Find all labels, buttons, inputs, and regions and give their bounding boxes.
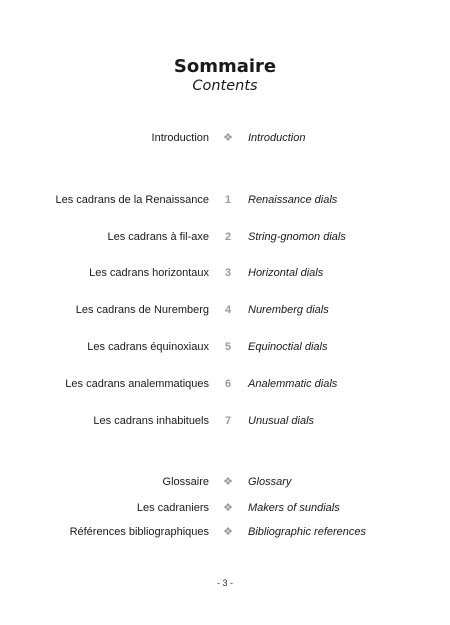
page-subtitle: Contents [192, 78, 258, 94]
toc-entry-french-title: Les cadrans inhabituels [93, 415, 209, 427]
toc-entry-chapter-4[interactable] [0, 302, 450, 318]
chapter-number: 5 [224, 341, 232, 353]
toc-entry-french-title: Introduction [151, 132, 209, 144]
toc-entry-english-title: Analemmatic dials [248, 378, 338, 390]
toc-entry-french-title: Glossaire [162, 476, 209, 488]
toc-entry-english-title: Renaissance dials [248, 194, 338, 206]
diamond-ornament-icon: ❖ [223, 132, 233, 144]
toc-entry-makers[interactable] [0, 500, 450, 516]
toc-entry-glossary[interactable] [0, 474, 450, 490]
toc-entry-english-title: Introduction [248, 132, 306, 144]
toc-entry-english-title: Glossary [248, 476, 292, 488]
toc-entry-english-title: Bibliographic references [248, 526, 367, 538]
chapter-number: 3 [224, 267, 232, 279]
toc-entry-chapter-2[interactable] [0, 229, 450, 245]
toc-entry-english-title: String-gnomon dials [248, 231, 346, 243]
toc-entry-chapter-3[interactable] [0, 265, 450, 281]
toc-entry-french-title: Les cadrans horizontaux [89, 267, 209, 279]
toc-entry-chapter-5[interactable] [0, 339, 450, 355]
diamond-ornament-icon: ❖ [223, 526, 233, 538]
toc-entry-chapter-1[interactable] [0, 192, 450, 208]
chapter-number: 6 [224, 378, 232, 390]
diamond-ornament-icon: ❖ [223, 502, 233, 514]
page-number: - 3 - [216, 578, 233, 588]
toc-entry-introduction[interactable] [0, 130, 450, 146]
toc-entry-french-title: Les cadrans analemmatiques [65, 378, 209, 390]
toc-entry-french-title: Les cadrans de la Renaissance [55, 194, 209, 206]
toc-entry-english-title: Makers of sundials [248, 502, 340, 514]
page-title: Sommaire [173, 56, 277, 77]
toc-entry-chapter-6[interactable] [0, 376, 450, 392]
chapter-number: 2 [224, 231, 232, 243]
chapter-number: 7 [224, 415, 232, 427]
diamond-ornament-icon: ❖ [223, 476, 233, 488]
toc-entry-chapter-7[interactable] [0, 413, 450, 429]
toc-entry-english-title: Nuremberg dials [248, 304, 329, 316]
toc-entry-french-title: Les cadrans à fil-axe [107, 231, 209, 243]
chapter-number: 4 [224, 304, 232, 316]
chapter-number: 1 [224, 194, 232, 206]
toc-entry-english-title: Equinoctial dials [248, 341, 328, 353]
toc-entry-english-title: Unusual dials [248, 415, 315, 427]
toc-entry-english-title: Horizontal dials [248, 267, 324, 279]
toc-entry-french-title: Références bibliographiques [69, 526, 209, 538]
toc-entry-french-title: Les cadraniers [136, 502, 209, 514]
toc-entry-bibliography[interactable] [0, 524, 450, 540]
toc-entry-french-title: Les cadrans équinoxiaux [87, 341, 209, 353]
toc-entry-french-title: Les cadrans de Nuremberg [75, 304, 209, 316]
